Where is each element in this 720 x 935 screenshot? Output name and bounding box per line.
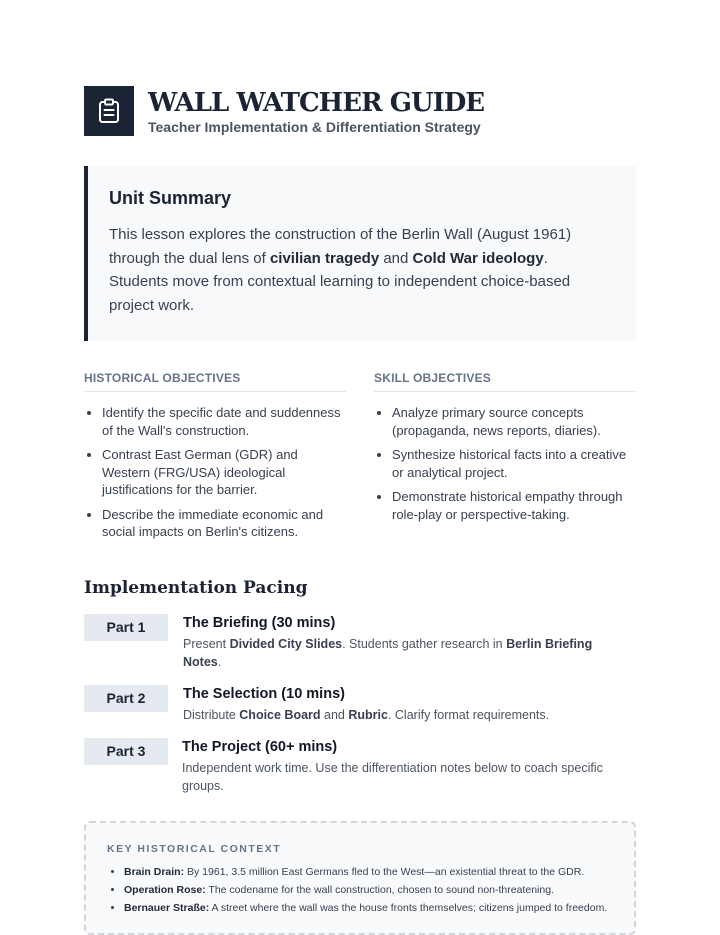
unit-summary-box: [84, 166, 636, 341]
guide-header: [84, 86, 636, 136]
page-title: WALL WATCHER GUIDE: [148, 87, 485, 118]
key-context-heading: KEY HISTORICAL CONTEXT: [107, 842, 282, 855]
summary-text-part: This lesson explores the construction of the Berlin Wall (August 1961) through the dual lens of: [109, 226, 572, 267]
list-item: • Contrast East German (GDR) and Western (FRG/USA) ideological justifications for the barrier.: [102, 446, 346, 499]
list-item: [124, 863, 614, 881]
part-badge: Part 3: [84, 738, 168, 765]
unit-summary-text: [109, 223, 606, 317]
part-resource: Choice Board: [239, 707, 321, 722]
summary-emphasis: Cold War ideology: [412, 249, 544, 267]
context-text: The codename for the wall construction, chosen to sound non-threatening.: [205, 883, 554, 896]
part-description: [182, 759, 622, 795]
list-item: • Identify the specific date and suddenness of the Wall's construction.: [102, 404, 346, 439]
list-item: • Analyze primary source concepts (propaganda, news reports, diaries).: [392, 404, 636, 439]
historical-objectives-list: [84, 404, 346, 541]
context-term: Bernauer Straße:: [124, 901, 210, 914]
skill-objectives: [374, 371, 636, 548]
key-context-box: [84, 821, 636, 935]
part-text: and: [320, 707, 349, 722]
pacing-part-3: [84, 738, 636, 795]
list-item: • Synthesize historical facts into a creative or analytical project.: [392, 446, 636, 481]
part-title: The Briefing (30 mins): [183, 614, 336, 631]
clipboard-icon: [84, 86, 134, 136]
context-text: By 1961, 3.5 million East Germans fled to the West—an existential threat to the GDR.: [184, 865, 585, 878]
part-text: Independent work time. Use the differentiation notes below to coach specific groups.: [182, 760, 603, 793]
part-title: The Selection (10 mins): [183, 685, 345, 702]
context-term: Brain Drain:: [124, 865, 185, 878]
part-resource: Divided City Slides: [229, 636, 343, 651]
objectives-section: [84, 371, 636, 548]
part-title: The Project (60+ mins): [182, 738, 338, 755]
skill-objectives-list: [374, 404, 636, 523]
part-resource: Berlin Briefing Notes: [183, 636, 593, 669]
historical-objectives-heading: HISTORICAL OBJECTIVES: [84, 371, 346, 392]
part-text: . Students gather research in: [342, 636, 507, 651]
summary-text-part: . Students move from contextual learning to independent choice-based project work.: [109, 249, 571, 314]
unit-summary-heading: Unit Summary: [109, 188, 232, 208]
list-item: • Demonstrate historical empathy through role-play or perspective-taking.: [392, 488, 636, 523]
context-text: A street where the wall was the house fronts themselves; citizens jumped to freedom.: [209, 901, 608, 914]
summary-emphasis: civilian tragedy: [269, 249, 380, 267]
page-subtitle: Teacher Implementation & Differentiation Strategy: [148, 118, 481, 135]
part-description: [183, 635, 623, 671]
key-context-list: [107, 863, 614, 917]
part-text: Present: [183, 636, 230, 651]
part-description: [183, 706, 623, 724]
list-item: [124, 899, 614, 917]
part-badge: Part 1: [84, 614, 168, 641]
historical-objectives: [84, 371, 346, 548]
part-text: . Clarify format requirements.: [387, 707, 550, 722]
part-text: .: [217, 654, 222, 669]
skill-objectives-heading: SKILL OBJECTIVES: [374, 371, 636, 392]
list-item: • Describe the immediate economic and social impacts on Berlin's citizens.: [102, 506, 346, 541]
context-term: Operation Rose:: [124, 883, 206, 896]
part-text: Distribute: [183, 707, 240, 722]
pacing-part-2: [84, 685, 636, 724]
pacing-heading: Implementation Pacing: [84, 577, 308, 598]
teacher-guide-page: [84, 86, 636, 935]
part-resource: Rubric: [348, 707, 388, 722]
list-item: [124, 881, 614, 899]
part-badge: Part 2: [84, 685, 168, 712]
pacing-part-1: [84, 614, 636, 671]
summary-text-part: and: [379, 249, 413, 267]
